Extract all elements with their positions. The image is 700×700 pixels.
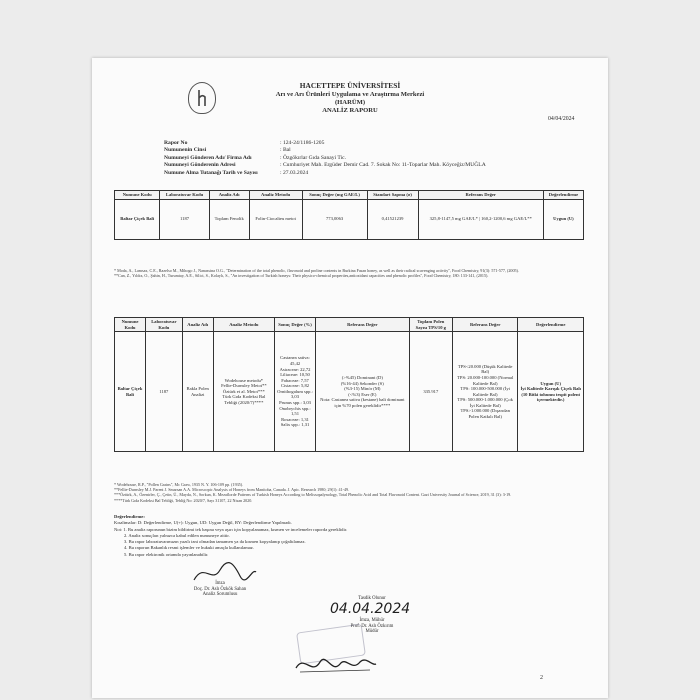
method-item: Fellie-Durnsley Metot** [221,383,267,389]
evaluation-cell: Uygun (U) [543,199,583,239]
notes-legend: Kısaltmalar: D: Değerlendirme, U(+): Uygun, UD: Uygun Değil, BY: Değerlendirme Yapılmadı. [114,520,292,526]
reference-item: (>%45) Dominant (D) [341,374,383,380]
method-item: Türk Gıda Kodeksi Bal Tebliği (2020/7)**** [222,394,266,406]
signature-title: İmza [215,581,225,586]
evaluation-cell [518,332,584,452]
reference-cell: 325,8-1147,5 mg GAE/L* | 160,2-1200,6 mg GAE/L** [418,199,543,239]
result-item: Astraceae: 22,72 [279,366,311,372]
center-abbr: (HARÜM) [334,99,366,106]
result-item: Rosaceae: 1,31 [281,416,309,422]
column-header: Analiz Metodu [213,318,274,332]
report-meta [164,140,530,177]
column-header: Referans Değer [316,318,410,332]
meta-row [164,170,530,177]
reference-item: (<%3) Eser (E) [348,391,377,397]
reference-item: (%16-44) Sekonder (S) [340,380,384,386]
sample-cell: Baltar Çiçek Bali [115,199,160,239]
report-title: ANALİZ RAPORU [322,107,378,114]
column-header: Numune Kodu [115,191,160,200]
meta-value: : 27.03.2024 [280,169,309,176]
university-name: HACETTEPE ÜNİVERSİTESİ [299,81,401,90]
result-item: Onobrychis spp.: 1,51 [279,405,311,417]
column-header: Referans Değer [452,318,517,332]
sd-cell: 0,41521239 [367,199,418,239]
tps-reference-item: TPS: 500.000-1.000.000 (Çok İyi Kalitede Bal) [457,397,513,408]
column-header: Analiz Metodu [249,191,302,200]
method-cell: Folin-Ciocalteu metot [249,199,302,239]
sample-cell: Baltar Çiçek Bali [115,332,146,452]
footnote: * Wodehouse, R.P., "Pollen Grains", Mc Graw, 1935 N. Y. 106-109 pp. (1935). [114,482,244,487]
result-item: Fabaceae: 7,57 [281,377,309,383]
meta-row [164,140,530,147]
analysis-cell: Toplam Fenolik [209,199,249,239]
result-item: Salix spp.: 1,31 [280,422,310,428]
method-item: Wodehouse metodu* [224,377,264,383]
result-cell: 773,0063 [302,199,367,239]
result-item: Ornithogalum spp.: 3,03 [277,388,313,400]
column-header: Sonuç Değer (mg GAE/L) [302,191,367,200]
tps-reference-cell [452,332,517,452]
column-header: Standart Sapma (σ) [367,191,418,200]
meta-value: : 124-24/1186-1205 [280,140,325,146]
notes-heading: Değerlendirme: [114,514,145,519]
meta-value: : Özgökırlar Gıda Sanayi Tic. [280,154,347,161]
lab-cell: 1187 [146,332,183,452]
right-signature-caption: Tasdik Olunur [358,596,386,601]
meta-key: Numuneyi Gönderenin Adresi [164,162,236,169]
note-item: 4. Bu raporun Bakanlık resmi işlemler ve hukuki amaçla kullanılamaz. [124,545,254,551]
column-header: Sonuç Değer (%) [274,318,315,332]
meta-key: Numuneyi Gönderen Adı/ Firma Adı [164,154,252,161]
result-cell [274,332,315,452]
method-item: Öztürk et al. Metot*** [222,388,265,394]
center-name: Arı ve Arı Ürünleri Uygulama ve Araştırma Merkezi [275,91,425,98]
note-item: 2. Analiz sonuçları yalnızca kabul edilen numuneye aittir. [124,532,230,538]
tps-reference-item: TPS: 20.000-100.000 (Normal Kalitede Bal) [457,374,514,386]
note-item: 5. Bu rapor elektronik ortamda yayınlanabilir. [124,551,209,557]
result-item: Castanea sativa: 45,42 [280,355,310,366]
reference-item: (%3-15) Minör (M) [344,386,381,392]
footnote: * Moda, A., Lamsax, C.E., Razelso M., Mihogo J., Nanassina O.G., "Determination of the total phenolic, flavonoid and proline contents in Burkina Fasan honey, as well as their radical scavenging activity", Food Chemistry, 91(3): 571-577, (2005). [114,268,519,273]
reference-cell [316,332,410,452]
meta-row [164,162,530,169]
column-header: Toplam Polen Sayısı TPS/10 g [409,318,452,332]
footnote: ****Türk Gıda Kodeksi Bal Tebliği, Tebliğ No: 2020/7, Sayı 31107, 22 Nisan 2020. [114,497,253,503]
result-item: Liliaceae: 10,50 [280,372,310,378]
column-header: Analiz Adı [182,318,213,332]
column-header: Değerlendirme [543,191,583,200]
signer-role: Müdür [365,629,379,635]
footnote: **Can, Z., Yıldız, O., Şahin, H., Turumtay, A.E., Silici, S., Kolaylı, S., "An investigation of Turkish honeys: Their physico-chemical properties,antioxidant capacities and phenolic profiles", Food Chemistry, 180: 133-141, (2015). [114,273,489,279]
report-date: 04/04/2024 [548,116,575,122]
reference-item: Nota: Castanea sativa (kestane) bali dominant için %70 polen gereklidir**** [320,397,405,408]
pollen-table [114,317,584,452]
signature-right [290,650,380,680]
evaluation-item: (10 Bitki tohumu tespit polent içermektedir.) [521,391,581,403]
meta-key: Numune Alma Tutanağı Tarih ve Sayısı [164,169,258,176]
meta-value: : Bal [280,147,291,154]
notes-section [114,514,584,558]
analysis-cell: Bakla Polen Analizi [182,332,213,452]
lab-cell: 1187 [160,199,209,239]
column-header: Numune Kodu [115,318,146,332]
evaluation-item: İyi Kalitede Karışık Çiçek Balı [520,386,581,392]
column-header: Analiz Adı [209,191,249,200]
footnotes-1 [114,268,584,278]
tps-reference-item: TPS>1.000.000 (Dışarıdan Polen Katkılı Bal) [460,408,510,420]
column-header: Laboratuvar Kodu [160,191,209,200]
signer-name: Prof. Dr. Aslı Özkırım [350,623,394,629]
table-row [115,332,584,452]
table-row [115,199,584,239]
tps-cell: 335.917 [409,332,452,452]
phenolic-table [114,190,584,240]
left-signature-block [170,581,270,598]
evaluation-item: Uygun (U) [540,380,561,386]
handwritten-date: 04.04.2024 [330,601,411,617]
signer-name: Doç. Dr. Aslı Özkök Sahan [193,586,247,592]
column-header: Laboratuvar Kodu [146,318,183,332]
signer-role: Analiz Sorumlusu [202,592,238,598]
signature-label: İmza, Mühür [359,618,385,623]
table-header-row [115,318,584,332]
result-item: Prunus spp.: 3,03 [279,400,311,406]
column-header: Referans Değer [418,191,543,200]
page-number: 2 [540,675,543,681]
meta-value: : Cumhuriyet Mah. Ergüder Demir Cad. 7. Sokak No: 11-Toparlar Mah. Köyceğiz/MUĞLA [280,162,486,169]
meta-key: Numunenin Cinsi [164,147,207,154]
note-item: 3. Bu rapor laboratuvarımızın yazılı izni olmadan tamamen ya da kısmen kopyalanıp çoğaltılamaz. [124,539,306,545]
column-header: Değerlendirme [518,318,584,332]
tps-reference-item: TPS<20.000 (Düşük Kalitede Bal) [457,363,513,375]
footnotes-2 [114,482,584,503]
tps-reference-item: TPS: 100.000-500.000 (İyi Kalitede Bal) [460,386,510,397]
footnote: **Fellie-Durnsley M.J. Parent J. Smarsan A.A. Microscopic Analysis of Honeys from Manitoba, Canada. J. Apic. Research 1980; 29(1): 41-49. [114,487,350,493]
meta-row [164,147,530,154]
table-header-row [115,191,584,200]
note-item: Not: 1. Bu analiz raporunun bizim bildirimi tek başına veya aşırı için kopyalanamaz, kısmen ve incelemeler raporda gereklidir. [114,526,348,532]
result-item: Cistaceae: 5,82 [280,383,310,389]
footnote: ***Öztürk, A., Özenirler, Ç., Çetin, Ü., Mayda, N., Sorkun, K. Mezaflorde Patterns of Turkish Honeys According to Melissopalynology, Total Phenolic Acid and Total Flavonoid Content. Gazi University Journal of Science, 2019, 31 (3): 3-19. [114,492,512,498]
method-cell [213,332,274,452]
meta-key: Rapor No [164,140,188,146]
